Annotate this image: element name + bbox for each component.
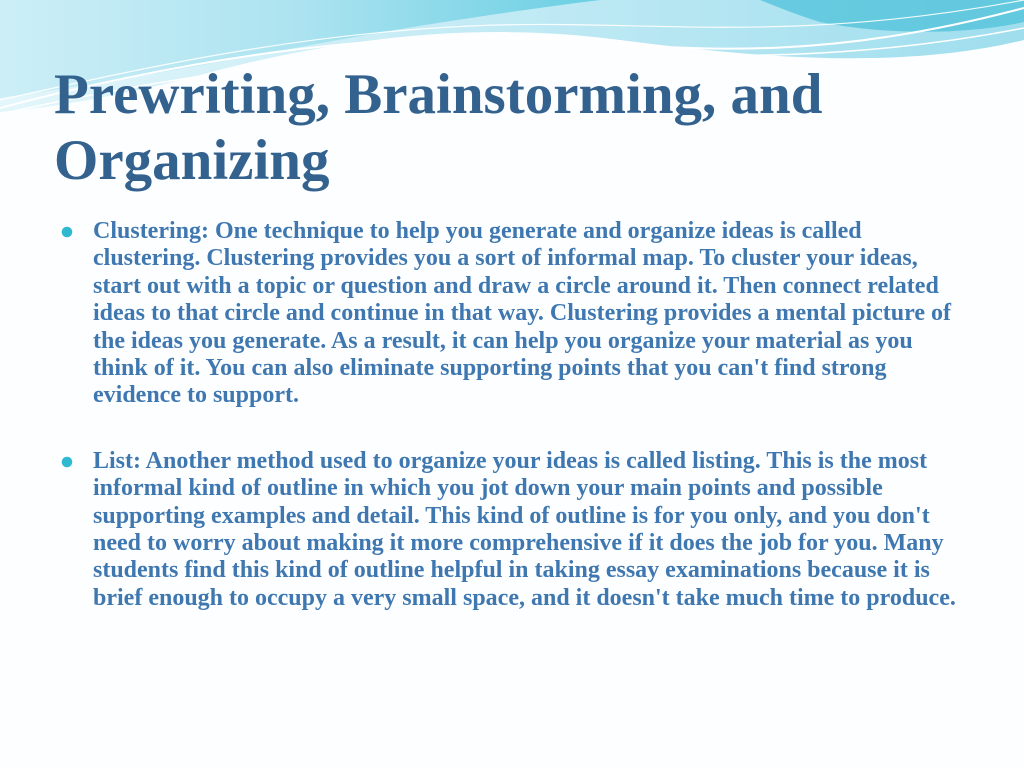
bullet-list (60, 218, 970, 612)
bullet-circle-icon (61, 226, 73, 238)
bullet-circle-icon (61, 456, 73, 468)
bullet-text: List: Another method used to organize your ideas is called listing. This is the most informal kind of outline in which you jot down your main points and possible supporting examples and detail. This kind of outline is for you only, and you don't need to worry about making it more comprehensive if it does the job for you. Many students find this kind of outline helpful in taking essay examinations because it is brief enough to occupy a very small space, and it doesn't take much time to produce. (93, 447, 956, 611)
bullet-text: Clustering: One technique to help you generate and organize ideas is called clustering. Clustering provides you a sort of informal map. To cluster your ideas, start out with a topic or question and draw a circle around it. Then connect related ideas to that circle and continue in that way. Clustering provides a mental picture of the ideas you generate. As a result, it can help you organize your material as you think of it. You can also eliminate supporting points that you can't find strong evidence to support. (93, 218, 951, 409)
bullet-item-list (60, 448, 970, 612)
bullet-item-clustering (60, 218, 970, 410)
slide-title: Prewriting, Brainstorming, and Organizing (54, 63, 823, 193)
